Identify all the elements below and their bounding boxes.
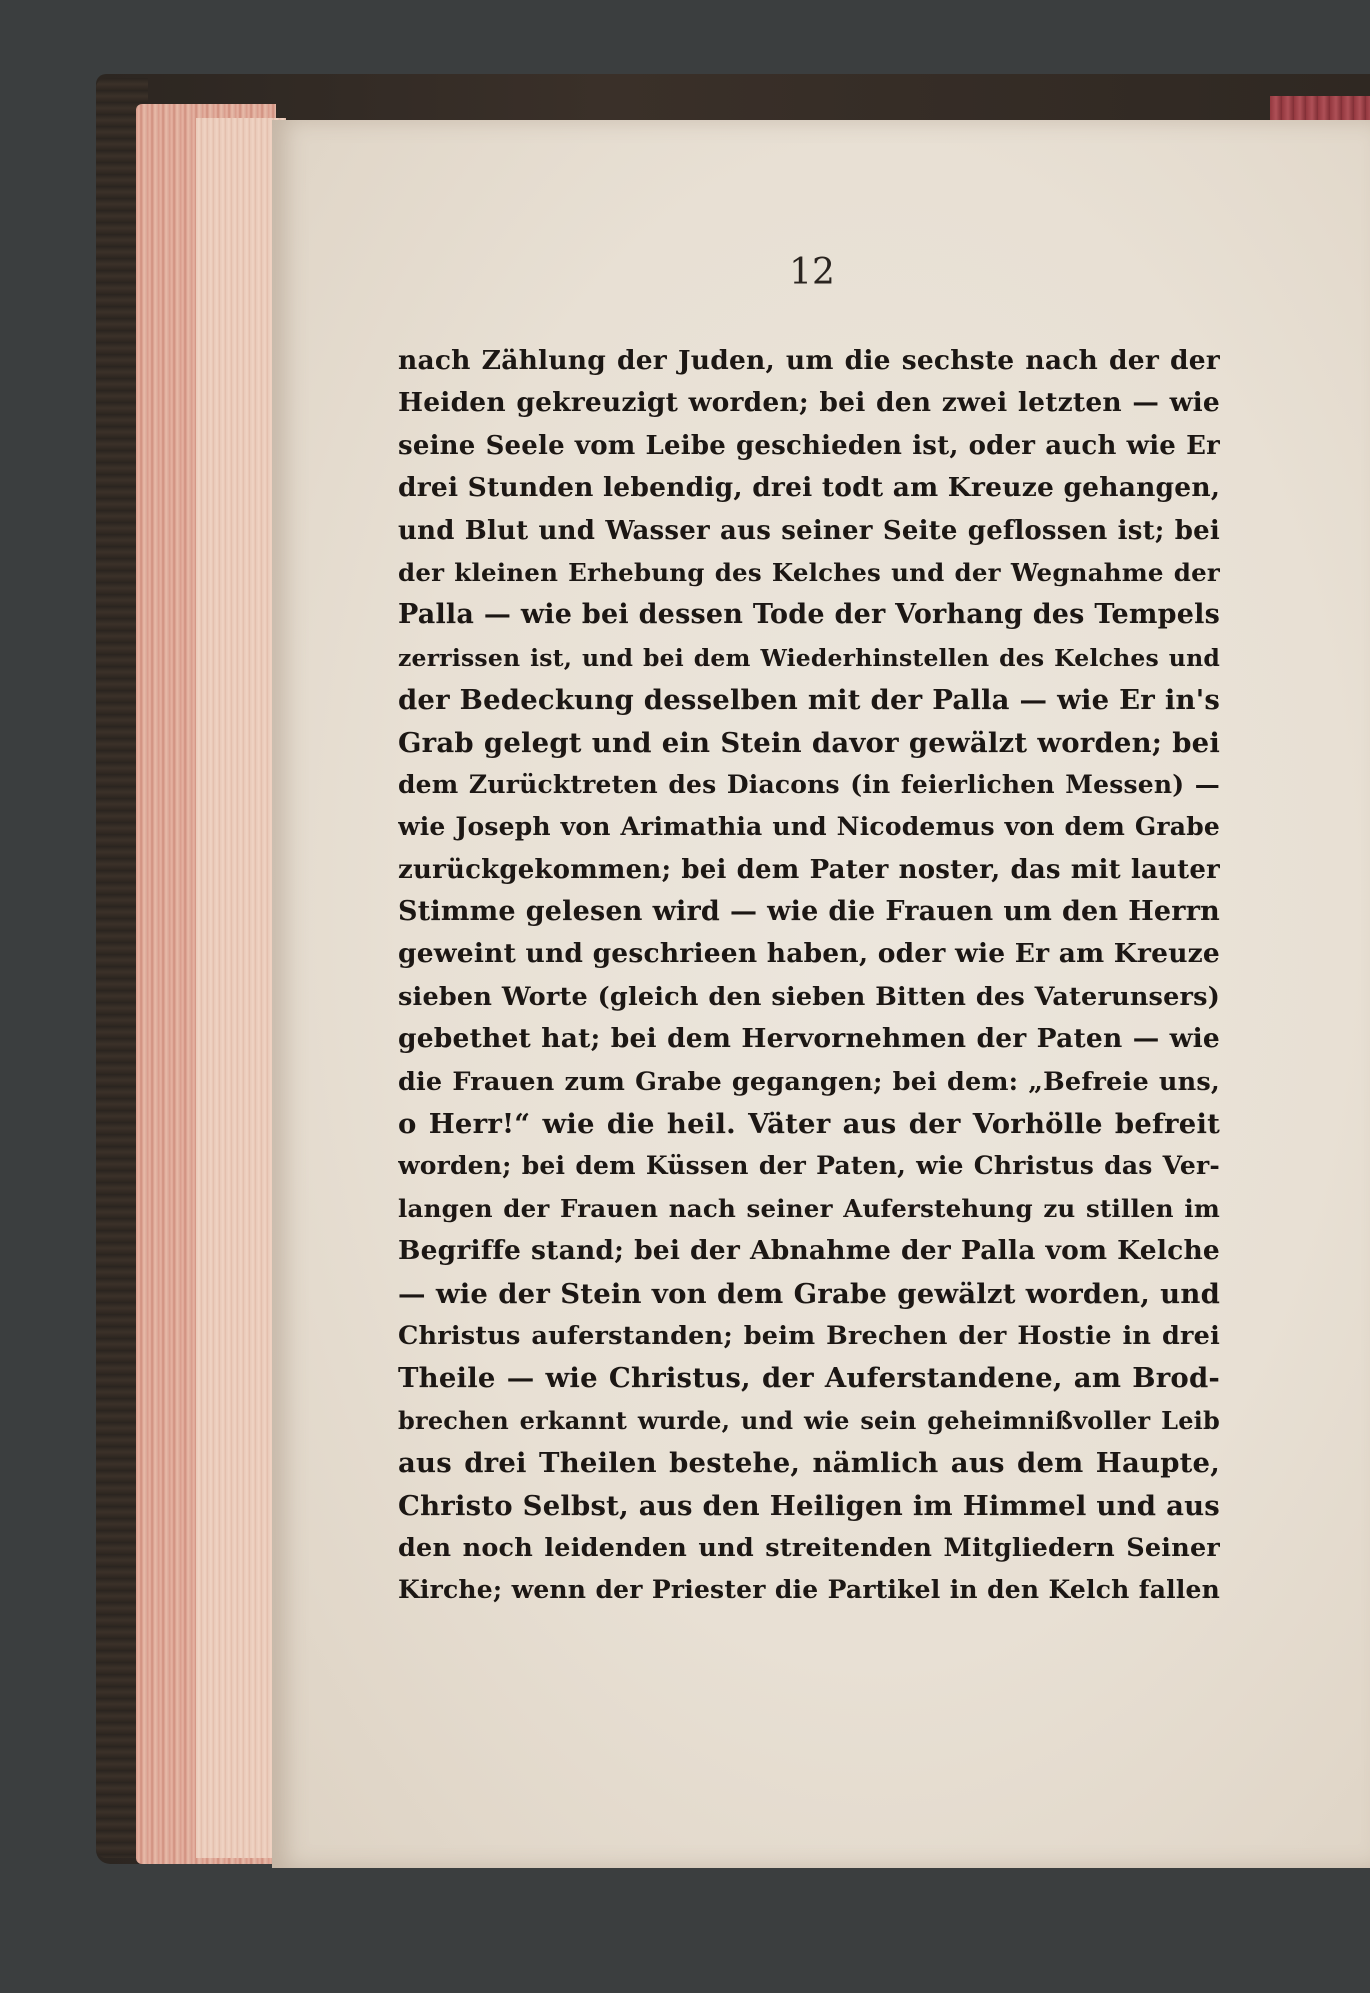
text-line: aus drei Theilen bestehe, nämlich aus dem Haupte, <box>398 1447 1220 1480</box>
page-body-text <box>398 340 1220 1612</box>
text-line: nach Zählung der Juden, um die sechste nach der der <box>398 345 1220 376</box>
text-line: Begriffe stand; bei der Abnahme der Palla vom Kelche <box>398 1235 1220 1267</box>
text-line: Kirche; wenn der Priester die Partikel in den Kelch fallen <box>398 1575 1220 1605</box>
text-line: Palla — wie bei dessen Tode der Vorhang des Tempels <box>398 599 1220 631</box>
text-line: der kleinen Erhebung des Kelches und der Wegnahme der <box>398 557 1220 587</box>
text-line: gebethet hat; bei dem Hervornehmen der Paten — wie <box>398 1023 1220 1055</box>
page-number: 12 <box>789 252 835 293</box>
text-line: sieben Worte (gleich den sieben Bitten des Vaterunsers) <box>398 981 1220 1012</box>
text-line: geweint und geschrieen haben, oder wie Er am Kreuze <box>398 938 1220 970</box>
text-line: langen der Frauen nach seiner Auferstehung zu stillen im <box>398 1193 1220 1223</box>
text-line: — wie der Stein von dem Grabe gewälzt worden, und <box>398 1277 1220 1310</box>
text-line: o Herr!“ wie die heil. Väter aus der Vorhölle befreit <box>398 1108 1220 1141</box>
text-line: Grab gelegt und ein Stein davor gewälzt worden; bei <box>398 726 1220 759</box>
text-line: zurückgekommen; bei dem Pater noster, das mit lauter <box>398 854 1220 885</box>
text-line: Theile — wie Christus, der Auferstandene, am Brod- <box>398 1362 1220 1395</box>
text-line: wie Joseph von Arimathia und Nicodemus von dem Grabe <box>398 812 1220 842</box>
text-line: Christo Selbst, aus den Heiligen im Himmel und aus <box>398 1489 1220 1522</box>
text-line: zerrissen ist, und bei dem Wiederhinstellen des Kelches und <box>398 643 1220 672</box>
text-line: und Blut und Wasser aus seiner Seite geflossen ist; bei <box>398 515 1220 546</box>
text-line: seine Seele vom Leibe geschieden ist, oder auch wie Er <box>398 430 1220 461</box>
text-line: drei Stunden lebendig, drei todt am Kreuze gehangen, <box>398 472 1220 504</box>
text-line: Christus auferstanden; beim Brechen der Hostie in drei <box>398 1320 1220 1351</box>
text-line: dem Zurücktreten des Diacons (in feierlichen Messen) — <box>398 769 1220 799</box>
text-line: Heiden gekreuzigt worden; bei den zwei letzten — wie <box>398 387 1220 419</box>
text-line: Stimme gelesen wird — wie die Frauen um den Herrn <box>398 896 1220 928</box>
text-line: worden; bei dem Küssen der Paten, wie Christus das Ver- <box>398 1151 1220 1181</box>
text-line: brechen erkannt wurde, und wie sein geheimnißvoller Leib <box>398 1405 1220 1435</box>
text-line: den noch leidenden und streitenden Mitgliedern Seiner <box>398 1532 1220 1563</box>
text-line: der Bedeckung desselben mit der Palla — wie Er in's <box>398 684 1220 717</box>
text-line: die Frauen zum Grabe gegangen; bei dem: „Befreie uns, <box>398 1066 1220 1097</box>
